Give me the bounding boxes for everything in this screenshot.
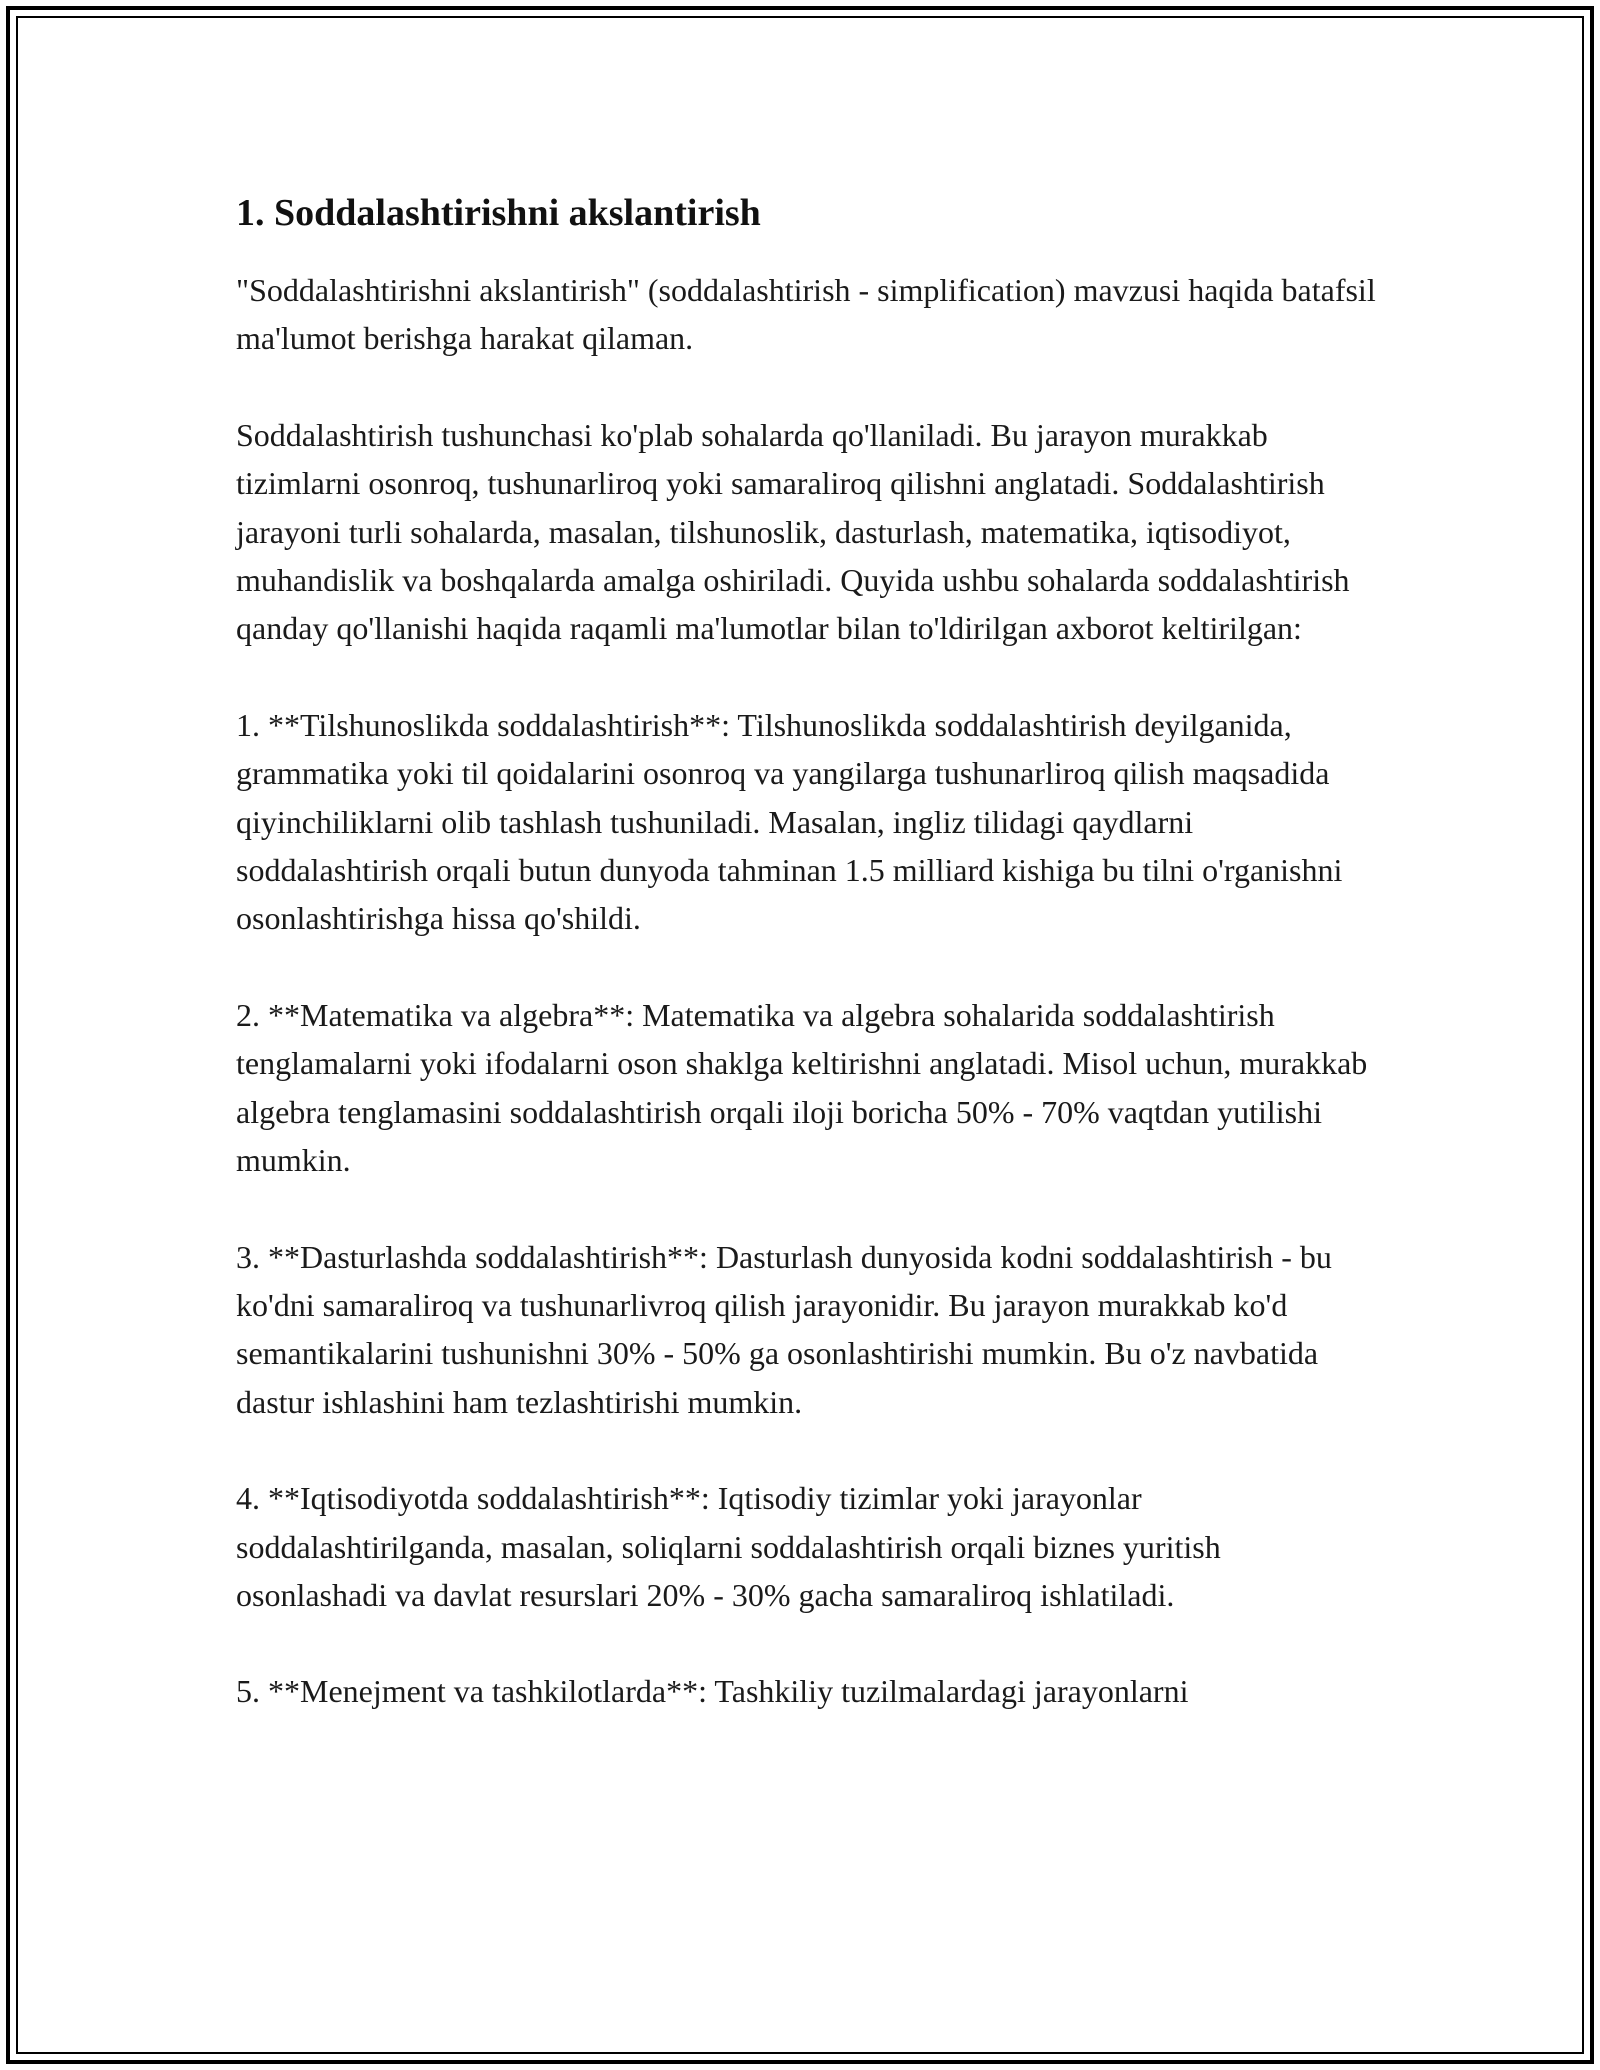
paragraph-overview: Soddalashtirish tushunchasi ko'plab sohalarda qo'llaniladi. Bu jarayon murakkab tizimlarni osonroq, tushunarliroq yoki samaraliroq qilishni anglatadi. Soddalashtirish jarayoni turli sohalarda, masalan, tilshunoslik, dasturlash, matematika, iqtisodiyot, muhandislik va boshqalarda amalga oshiriladi. Quyida ushbu sohalarda soddalashtirish qanday qo'llanishi haqida raqamli ma'lumotlar bilan to'ldirilgan axborot keltirilgan: [236,416,1350,647]
paragraph-linguistics: 1. **Tilshunoslikda soddalashtirish**: Tilshunoslikda soddalashtirish deyilganida, grammatika yoki til qoidalarini osonroq va yangilarga tushunarliroq qilish maqsadida qiyinchiliklarni olib tashlash tushuniladi. Masalan, ingliz tilidagi qaydlarni soddalashtirish orqali butun dunyoda tahminan 1.5 milliard kishiga bu tilni o'rganishni osonlashtirishga hissa qo'shildi. [236,706,1343,937]
document-title: 1. Soddalashtirishni akslantirish [236,192,761,234]
document-body [236,188,1376,1764]
paragraph-programming: 3. **Dasturlashda soddalashtirish**: Dasturlash dunyosida kodni soddalashtirish - bu ko'dni samaraliroq va tushunarlivroq qilish jarayonidir. Bu jarayon murakkab ko'd semantikalarini tushunishni 30% - 50% ga osonlashtirishi mumkin. Bu o'z navbatida dastur ishlashini ham tezlashtirishi mumkin. [236,1238,1332,1420]
paragraph-math: 2. **Matematika va algebra**: Matematika va algebra sohalarida soddalashtirish tenglamalarni yoki ifodalarni oson shaklga keltirishni anglatadi. Misol uchun, murakkab algebra tenglamasini soddalashtirish orqali iloji boricha 50% - 70% vaqtdan yutilishi mumkin. [236,996,1368,1179]
paragraph-management: 5. **Menejment va tashkilotlarda**: Tashkiliy tuzilmalardagi jarayonlarni [236,1673,1189,1710]
paragraph-economics: 4. **Iqtisodiyotda soddalashtirish**: Iqtisodiy tizimlar yoki jarayonlar soddalashtirilganda, masalan, soliqlarni soddalashtirish orqali biznes yuritish osonlashadi va davlat resurslari 20% - 30% gacha samaraliroq ishlatiladi. [236,1480,1221,1613]
paragraph-intro: "Soddalashtirishni akslantirish" (soddalashtirish - simplification) mavzusi haqida batafsil ma'lumot berishga harakat qilaman. [236,272,1376,357]
